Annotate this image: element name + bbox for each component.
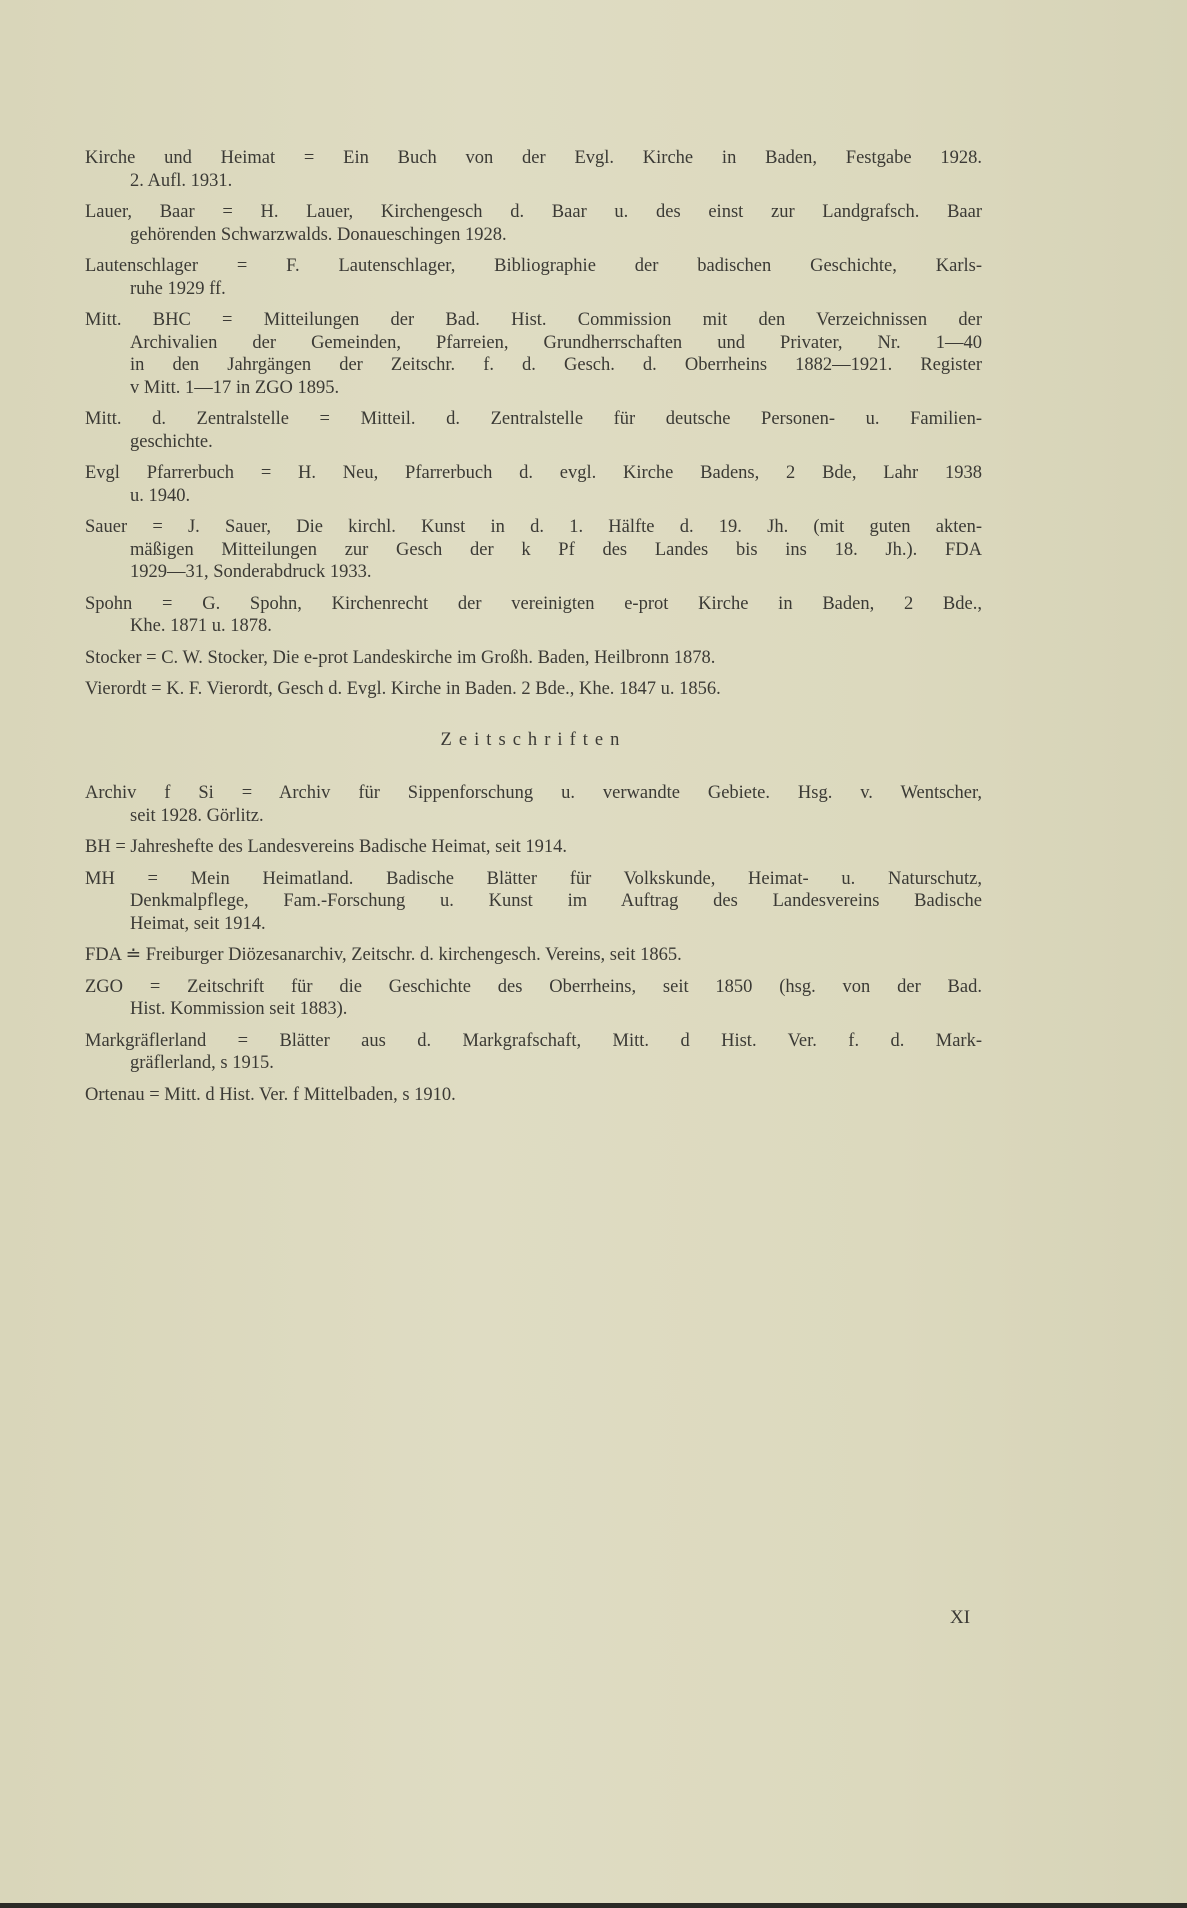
- entry-line: Lauer, Baar = H. Lauer, Kirchengesch d. Baar u. des einst zur Landgrafsch. Baar: [85, 202, 982, 222]
- journal-entry: [85, 868, 982, 936]
- abbreviation-entry: [85, 309, 982, 399]
- entry-line: Khe. 1871 u. 1878.: [130, 616, 272, 636]
- entry-line: Lautenschlager = F. Lautenschlager, Bibliographie der badischen Geschichte, Karls-: [85, 256, 982, 276]
- page-number: XI: [950, 1607, 971, 1628]
- entry-line: Mitt. d. Zentralstelle = Mitteil. d. Zentralstelle für deutsche Personen- u. Familien-: [85, 409, 982, 429]
- entry-line: u. 1940.: [130, 485, 191, 506]
- entry-line: FDA ≐ Freiburger Diözesanarchiv, Zeitschr. d. kirchengesch. Vereins, seit 1865.: [85, 945, 682, 965]
- abbreviation-entry: [85, 647, 982, 670]
- abbreviation-entry: [85, 201, 982, 246]
- abbreviation-entry: [85, 593, 982, 638]
- section-heading-journals: Zeitschriften: [440, 730, 627, 750]
- entry-line: Archivalien der Gemeinden, Pfarreien, Grundherrschaften und Privater, Nr. 1—40: [130, 332, 982, 353]
- entry-line: MH = Mein Heimatland. Badische Blätter für Volkskunde, Heimat- u. Naturschutz,: [85, 868, 982, 889]
- entry-line: gräflerland, s 1915.: [130, 1053, 274, 1073]
- entry-line: Vierordt = K. F. Vierordt, Gesch d. Evgl. Kirche in Baden. 2 Bde., Khe. 1847 u. 1856.: [85, 679, 721, 699]
- entry-line: v Mitt. 1—17 in ZGO 1895.: [130, 377, 340, 398]
- entry-line: Heimat, seit 1914.: [130, 913, 266, 934]
- journal-entry: [85, 976, 982, 1021]
- entry-line: Kirche und Heimat = Ein Buch von der Evgl. Kirche in Baden, Festgabe 1928.: [85, 148, 982, 168]
- entry-line: ZGO = Zeitschrift für die Geschichte des Oberrheins, seit 1850 (hsg. von der Bad.: [85, 976, 982, 997]
- entry-line: Mitt. BHC = Mitteilungen der Bad. Hist. Commission mit den Verzeichnissen der: [85, 310, 982, 330]
- entry-line: geschichte.: [130, 431, 213, 452]
- journal-entry: [85, 944, 982, 967]
- scan-edge: [0, 1903, 1187, 1908]
- entry-line: seit 1928. Görlitz.: [130, 805, 264, 826]
- entry-line: in den Jahrgängen der Zeitschr. f. d. Gesch. d. Oberrheins 1882—1921. Register: [130, 355, 982, 375]
- abbreviation-entry: [85, 408, 982, 453]
- journal-entry: [85, 1084, 982, 1107]
- entry-line: Ortenau = Mitt. d Hist. Ver. f Mittelbaden, s 1910.: [85, 1084, 456, 1105]
- entry-line: gehörenden Schwarzwalds. Donaueschingen 1928.: [130, 224, 507, 245]
- abbreviations-list: [85, 147, 982, 710]
- entry-line: mäßigen Mitteilungen zur Gesch der k Pf des Landes bis ins 18. Jh.). FDA: [130, 539, 982, 560]
- entry-line: Archiv f Si = Archiv für Sippenforschung u. verwandte Gebiete. Hsg. v. Wentscher,: [85, 783, 982, 803]
- abbreviation-entry: [85, 678, 982, 701]
- entry-line: 1929—31, Sonderabdruck 1933.: [130, 562, 372, 582]
- abbreviation-entry: [85, 516, 982, 584]
- entry-line: Evgl Pfarrerbuch = H. Neu, Pfarrerbuch d. evgl. Kirche Badens, 2 Bde, Lahr 1938: [85, 463, 982, 483]
- entry-line: Denkmalpflege, Fam.-Forschung u. Kunst im Auftrag des Landesvereins Badische: [130, 891, 982, 911]
- entry-line: ruhe 1929 ff.: [130, 278, 226, 299]
- abbreviation-entry: [85, 147, 982, 192]
- abbreviation-entry: [85, 255, 982, 300]
- journals-list: [85, 782, 982, 1115]
- entry-line: Spohn = G. Spohn, Kirchenrecht der vereinigten e-prot Kirche in Baden, 2 Bde.,: [85, 593, 982, 614]
- entry-line: Markgräflerland = Blätter aus d. Markgrafschaft, Mitt. d Hist. Ver. f. d. Mark-: [85, 1030, 982, 1051]
- entry-line: Stocker = C. W. Stocker, Die e-prot Landeskirche im Großh. Baden, Heilbronn 1878.: [85, 647, 716, 668]
- journal-entry: [85, 836, 982, 859]
- entry-line: Sauer = J. Sauer, Die kirchl. Kunst in d. 1. Hälfte d. 19. Jh. (mit guten akten-: [85, 517, 982, 537]
- entry-line: BH = Jahreshefte des Landesvereins Badische Heimat, seit 1914.: [85, 837, 568, 857]
- abbreviation-entry: [85, 462, 982, 507]
- entry-line: Hist. Kommission seit 1883).: [130, 999, 348, 1019]
- journal-entry: [85, 782, 982, 827]
- entry-line: 2. Aufl. 1931.: [130, 170, 233, 191]
- journal-entry: [85, 1030, 982, 1075]
